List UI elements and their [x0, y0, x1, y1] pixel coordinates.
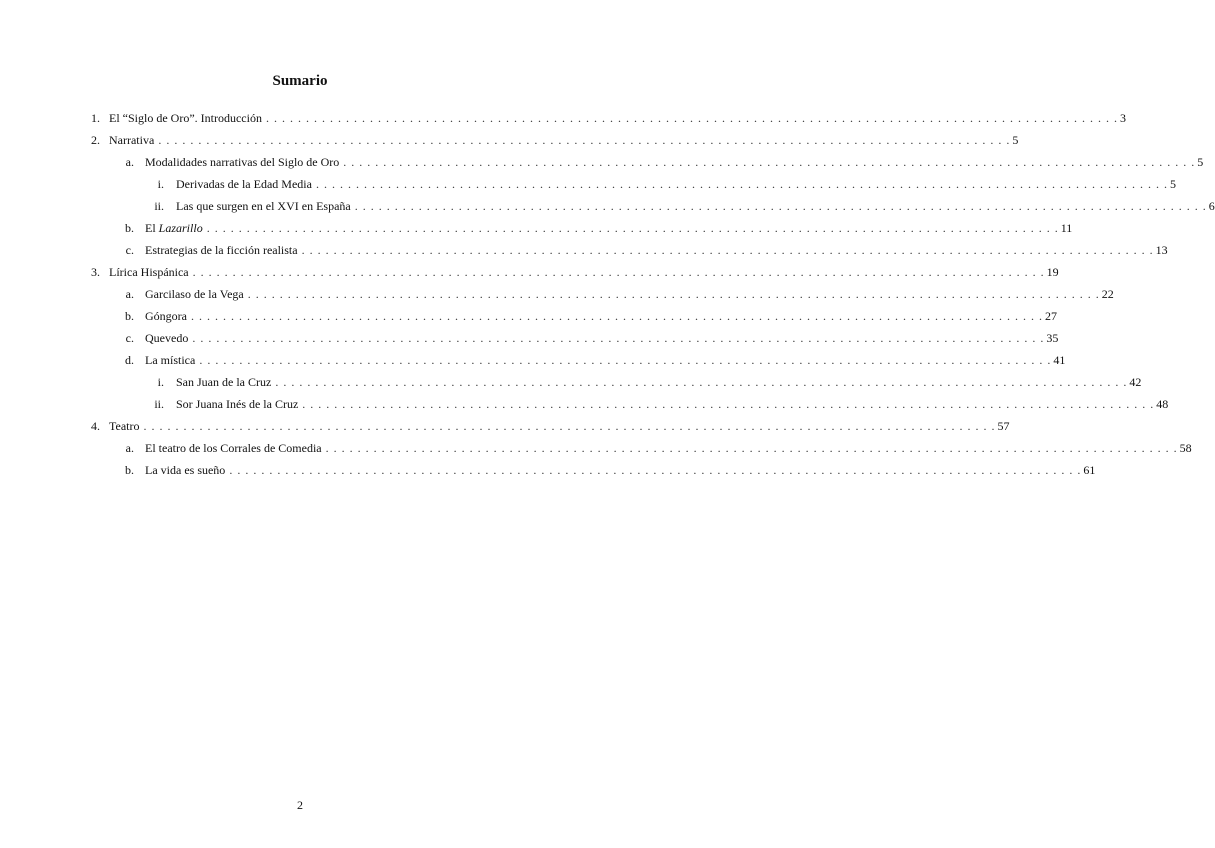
toc-entry-title: Quevedo	[145, 331, 189, 345]
toc-entry-title: Teatro	[109, 419, 140, 433]
toc-entry[interactable]	[88, 108, 1126, 128]
toc-entry-number: 1.	[91, 111, 100, 125]
toc-entry-number: 3.	[91, 265, 100, 279]
toc-entry[interactable]	[124, 328, 1059, 348]
toc-leader-dots: . . . . . . . . . . . . . . . . . . . . . . . . . . . . . . . . . . . . . . . . . . . . . . . . . . . . . . . . . . . . . . . . . . . . . . . . . . . . . . . . . . . . . . . . . . . . . . . . . . . . . . . . . . .	[343, 155, 1196, 169]
toc-entry-page: 22	[1101, 287, 1114, 301]
toc-entry-page: 6	[1208, 199, 1215, 213]
toc-entry-title: San Juan de la Cruz	[176, 375, 272, 389]
toc-entry-number: ii.	[154, 199, 164, 213]
toc-leader-dots: . . . . . . . . . . . . . . . . . . . . . . . . . . . . . . . . . . . . . . . . . . . . . . . . . . . . . . . . . . . . . . . . . . . . . . . . . . . . . . . . . . . . . . . . . . . . . . . . . . . . . . . . . . .	[192, 265, 1045, 279]
toc-entry-number: i.	[157, 177, 164, 191]
page-title: Sumario	[272, 73, 328, 89]
toc-entry[interactable]	[124, 438, 1192, 458]
toc-leader-dots: . . . . . . . . . . . . . . . . . . . . . . . . . . . . . . . . . . . . . . . . . . . . . . . . . . . . . . . . . . . . . . . . . . . . . . . . . . . . . . . . . . . . . . . . . . . . . . . . . . . . . . . . . . .	[325, 441, 1178, 455]
toc-entry-page: 27	[1045, 309, 1057, 323]
toc-entry[interactable]	[88, 130, 1019, 150]
toc-entry[interactable]	[124, 306, 1057, 326]
toc-entry-page: 58	[1179, 441, 1192, 455]
toc-entry-page: 19	[1046, 265, 1059, 279]
toc-entry-title: Garcilaso de la Vega	[145, 287, 244, 301]
toc-entry-title: La vida es sueño	[145, 463, 226, 477]
toc-entry[interactable]	[124, 152, 1204, 172]
toc-entry-number: i.	[157, 375, 164, 389]
toc-entry-number: a.	[125, 287, 134, 301]
toc-entry[interactable]	[150, 174, 1176, 194]
toc-leader-dots: . . . . . . . . . . . . . . . . . . . . . . . . . . . . . . . . . . . . . . . . . . . . . . . . . . . . . . . . . . . . . . . . . . . . . . . . . . . . . . . . . . . . . . . . . . . . . . . . . . . . . . . . . . .	[301, 243, 1154, 257]
toc-entry[interactable]	[124, 350, 1066, 370]
toc-entry-number: a.	[125, 441, 134, 455]
toc-leader-dots: . . . . . . . . . . . . . . . . . . . . . . . . . . . . . . . . . . . . . . . . . . . . . . . . . . . . . . . . . . . . . . . . . . . . . . . . . . . . . . . . . . . . . . . . . . . . . . . . . . . . . . . . . . .	[158, 133, 1011, 147]
toc-entry[interactable]	[124, 460, 1096, 480]
toc-entry-number: 2.	[91, 133, 100, 147]
toc-leader-dots: . . . . . . . . . . . . . . . . . . . . . . . . . . . . . . . . . . . . . . . . . . . . . . . . . . . . . . . . . . . . . . . . . . . . . . . . . . . . . . . . . . . . . . . . . . . . . . . . . . . . . . . . . . .	[199, 353, 1052, 367]
toc-entry-page: 42	[1129, 375, 1142, 389]
toc-entry-page: 41	[1053, 353, 1066, 367]
toc-entry-number: b.	[125, 463, 134, 477]
toc-entry-page: 5	[1012, 133, 1019, 147]
toc-leader-dots: . . . . . . . . . . . . . . . . . . . . . . . . . . . . . . . . . . . . . . . . . . . . . . . . . . . . . . . . . . . . . . . . . . . . . . . . . . . . . . . . . . . . . . . . . . . . . . . . . . . . . . . . . . .	[247, 287, 1100, 301]
toc-entry-page: 13	[1155, 243, 1168, 257]
toc-entry-title: Derivadas de la Edad Media	[176, 177, 312, 191]
toc-leader-dots: . . . . . . . . . . . . . . . . . . . . . . . . . . . . . . . . . . . . . . . . . . . . . . . . . . . . . . . . . . . . . . . . . . . . . . . . . . . . . . . . . . . . . . . . . . . . . . . . . . . . . . . . . . .	[192, 331, 1045, 345]
toc-entry-title: Narrativa	[109, 133, 155, 147]
toc-entry-number: ii.	[154, 397, 164, 411]
toc-leader-dots: . . . . . . . . . . . . . . . . . . . . . . . . . . . . . . . . . . . . . . . . . . . . . . . . . . . . . . . . . . . . . . . . . . . . . . . . . . . . . . . . . . . . . . . . . . . . . . . . . . . . . . . . . . .	[354, 199, 1207, 213]
toc-entry-number: c.	[125, 243, 134, 257]
toc-entry-title: La mística	[145, 353, 196, 367]
toc-entry[interactable]	[150, 196, 1215, 216]
toc-leader-dots: . . . . . . . . . . . . . . . . . . . . . . . . . . . . . . . . . . . . . . . . . . . . . . . . . . . . . . . . . . . . . . . . . . . . . . . . . . . . . . . . . . . . . . . . . . . . . . . . . . . . . . . . . . .	[315, 177, 1168, 191]
toc-leader-dots: . . . . . . . . . . . . . . . . . . . . . . . . . . . . . . . . . . . . . . . . . . . . . . . . . . . . . . . . . . . . . . . . . . . . . . . . . . . . . . . . . . . . . . . . . . . . . . . . . . . . . . . . . . .	[191, 309, 1043, 323]
toc-entry-number: b.	[125, 221, 134, 235]
toc-entry[interactable]	[88, 262, 1059, 282]
toc-leader-dots: . . . . . . . . . . . . . . . . . . . . . . . . . . . . . . . . . . . . . . . . . . . . . . . . . . . . . . . . . . . . . . . . . . . . . . . . . . . . . . . . . . . . . . . . . . . . . . . . . . . . . . . . . . .	[206, 221, 1059, 235]
toc-entry-page: 48	[1156, 397, 1169, 411]
toc-entry-page: 35	[1046, 331, 1059, 345]
toc-entry-title: Las que surgen en el XVI en España	[176, 199, 351, 213]
toc-entry-title: Sor Juana Inés de la Cruz	[176, 397, 299, 411]
toc-entry[interactable]	[124, 218, 1073, 238]
toc-leader-dots: . . . . . . . . . . . . . . . . . . . . . . . . . . . . . . . . . . . . . . . . . . . . . . . . . . . . . . . . . . . . . . . . . . . . . . . . . . . . . . . . . . . . . . . . . . . . . . . . . . . . . . . . . . .	[275, 375, 1128, 389]
toc-entry-title: Modalidades narrativas del Siglo de Oro	[145, 155, 340, 169]
toc-entry-number: a.	[125, 155, 134, 169]
toc-leader-dots: . . . . . . . . . . . . . . . . . . . . . . . . . . . . . . . . . . . . . . . . . . . . . . . . . . . . . . . . . . . . . . . . . . . . . . . . . . . . . . . . . . . . . . . . . . . . . . . . . . . . . . . . . . .	[229, 463, 1082, 477]
page-number: 2	[297, 798, 303, 812]
toc-entry[interactable]	[150, 394, 1169, 414]
toc-entry-title: El “Siglo de Oro”. Introducción	[109, 111, 262, 125]
toc-entry[interactable]	[88, 416, 1010, 436]
toc-entry-page: 5	[1169, 177, 1176, 191]
toc-entry[interactable]	[150, 372, 1142, 392]
toc-entry-title: Góngora	[145, 309, 187, 323]
toc-entry[interactable]	[124, 284, 1114, 304]
toc-leader-dots: . . . . . . . . . . . . . . . . . . . . . . . . . . . . . . . . . . . . . . . . . . . . . . . . . . . . . . . . . . . . . . . . . . . . . . . . . . . . . . . . . . . . . . . . . . . . . . . . . . . . . . . . . . .	[265, 111, 1118, 125]
toc-entry-number: d.	[125, 353, 134, 367]
toc-entry-number: c.	[125, 331, 134, 345]
toc-entry[interactable]	[124, 240, 1168, 260]
toc-entry-page: 61	[1083, 463, 1096, 477]
toc-entry-title: El teatro de los Corrales de Comedia	[145, 441, 322, 455]
toc-entry-page: 57	[997, 419, 1010, 433]
toc-entry-number: 4.	[91, 419, 100, 433]
toc-entry-page: 5	[1197, 155, 1204, 169]
toc-entry-title: Lírica Hispánica	[109, 265, 189, 279]
toc-entry-number: b.	[125, 309, 134, 323]
toc-entry-page: 11	[1060, 221, 1073, 235]
toc-entry-title: El Lazarillo	[145, 221, 203, 235]
toc-leader-dots: . . . . . . . . . . . . . . . . . . . . . . . . . . . . . . . . . . . . . . . . . . . . . . . . . . . . . . . . . . . . . . . . . . . . . . . . . . . . . . . . . . . . . . . . . . . . . . . . . . . . . . . . . . .	[302, 397, 1155, 411]
toc-entry-page: 3	[1119, 111, 1126, 125]
toc-leader-dots: . . . . . . . . . . . . . . . . . . . . . . . . . . . . . . . . . . . . . . . . . . . . . . . . . . . . . . . . . . . . . . . . . . . . . . . . . . . . . . . . . . . . . . . . . . . . . . . . . . . . . . . . . . .	[143, 419, 996, 433]
toc-entry-title: Estrategias de la ficción realista	[145, 243, 298, 257]
